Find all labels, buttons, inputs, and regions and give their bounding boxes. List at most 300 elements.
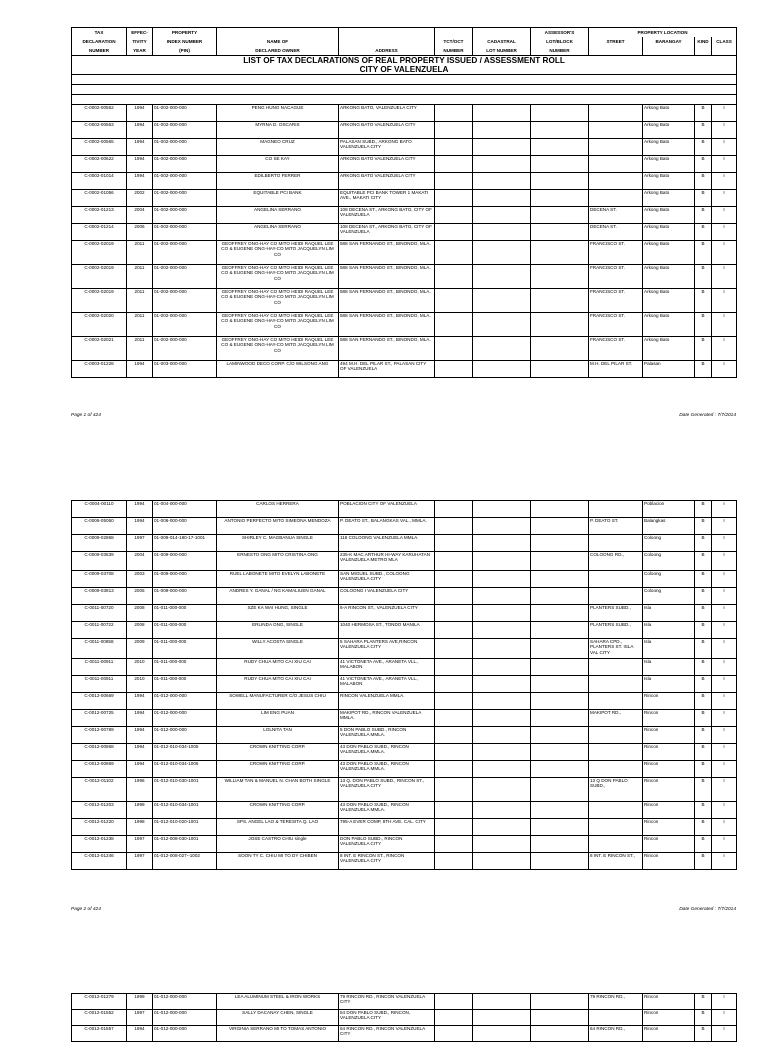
class: I — [712, 173, 737, 190]
tct-oct-number — [435, 105, 473, 122]
lot-block-number — [531, 676, 589, 693]
lot-block-number — [531, 265, 589, 289]
tct-oct-number — [435, 588, 473, 605]
class: I — [712, 836, 737, 853]
owner-address: 5 SAHARA PLANTERS AVE,RINCON VALENZUELA CITY — [339, 639, 435, 659]
tax-declaration-number: C-0002-02019 — [72, 241, 127, 265]
lot-block-number — [531, 588, 589, 605]
tax-declaration-number: C-0012-00868 — [72, 744, 127, 761]
street — [589, 819, 643, 836]
table-row — [72, 241, 737, 265]
street — [589, 659, 643, 676]
tax-declaration-number: C-0012-01557 — [72, 1026, 127, 1042]
cadastral-lot-number — [473, 727, 531, 744]
lot-block-number — [531, 659, 589, 676]
owner-address: 6-A RINCON ST., VALENZUELA CITY — [339, 605, 435, 622]
class: I — [712, 552, 737, 571]
cadastral-lot-number — [473, 605, 531, 622]
owner-address: DON PABLO SUBD., RINCON VALENZUELA CITY — [339, 836, 435, 853]
kind: B — [695, 639, 712, 659]
lot-block-number — [531, 190, 589, 207]
effectivity-year: 2011 — [127, 241, 153, 265]
effectivity-year: 1994 — [127, 139, 153, 156]
barangay: Arkong Bato — [643, 313, 695, 337]
owner-address: 795-A EVER COMP, 8TH AVE. CAL. CITY — [339, 819, 435, 836]
table-row — [72, 802, 737, 819]
class: I — [712, 313, 737, 337]
effectivity-year: 2003 — [127, 571, 153, 588]
effectivity-year: 1994 — [127, 122, 153, 139]
declared-owner: LOLNITA TAN — [217, 727, 339, 744]
barangay: Rincon — [643, 761, 695, 778]
street — [589, 139, 643, 156]
tct-oct-number — [435, 224, 473, 241]
pin: 01-002-000-000 — [153, 207, 217, 224]
cadastral-lot-number — [473, 265, 531, 289]
declared-owner: GEOFFREY ONG-HAY CO MITO HEIDI RAQUEL LEE CO & EUGENE ONG-HAY-CO MITO JACQUELYN LIM CO — [217, 337, 339, 361]
cadastral-lot-number — [473, 761, 531, 778]
cadastral-lot-number — [473, 139, 531, 156]
declared-owner: ANTONIO PERFECTO MITO SIMEONA MENDOZA — [217, 518, 339, 535]
class: I — [712, 571, 737, 588]
table-row — [72, 122, 737, 139]
class: I — [712, 693, 737, 710]
effectivity-year: 1994 — [127, 105, 153, 122]
pin: 01-002-000-000 — [153, 313, 217, 337]
tct-oct-number — [435, 289, 473, 313]
table-row — [72, 552, 737, 571]
tct-oct-number — [435, 265, 473, 289]
tax-declaration-number: C-0012-01246 — [72, 853, 127, 870]
lot-block-number — [531, 105, 589, 122]
effectivity-year: 1994 — [127, 693, 153, 710]
class: I — [712, 819, 737, 836]
street — [589, 836, 643, 853]
tct-oct-number — [435, 190, 473, 207]
lot-block-number — [531, 853, 589, 870]
declared-owner: VIRGINIA SERRANO MI TO TOMAS ANTONIO — [217, 1026, 339, 1042]
effectivity-year: 1994 — [127, 173, 153, 190]
lot-block-number — [531, 156, 589, 173]
cadastral-lot-number — [473, 105, 531, 122]
table-row — [72, 337, 737, 361]
owner-address: 54 DON PABLO SUBD., RINCON, VALENZUELA CITY — [339, 1010, 435, 1026]
cadastral-lot-number — [473, 639, 531, 659]
class: I — [712, 207, 737, 224]
cadastral-lot-number — [473, 173, 531, 190]
table-row — [72, 778, 737, 802]
class: I — [712, 659, 737, 676]
barangay: Isla — [643, 622, 695, 639]
class: I — [712, 105, 737, 122]
barangay: Arkong Bato — [643, 190, 695, 207]
pin: 01-012-000-000 — [153, 1010, 217, 1026]
owner-address: SAN MIGUEL SUBD., COLOONG VALENZUELA CITY — [339, 571, 435, 588]
effectivity-year: 2011 — [127, 337, 153, 361]
tct-oct-number — [435, 501, 473, 518]
table-row — [72, 207, 737, 224]
lot-block-number — [531, 819, 589, 836]
cadastral-lot-number — [473, 361, 531, 378]
street — [589, 122, 643, 139]
table-row — [72, 994, 737, 1010]
cadastral-lot-number — [473, 156, 531, 173]
barangay: Arkong Bato — [643, 173, 695, 190]
tax-declaration-number: C-0012-00789 — [72, 727, 127, 744]
lot-block-number — [531, 744, 589, 761]
kind: B — [695, 289, 712, 313]
owner-address: 43 DON PABLO SUBD., RINCON VALENZUELA MMLA. — [339, 802, 435, 819]
declared-owner: MYRNA D. OSCARIS — [217, 122, 339, 139]
barangay: Balangkas — [643, 518, 695, 535]
kind: B — [695, 802, 712, 819]
kind: B — [695, 659, 712, 676]
declared-owner: CO SE KAY — [217, 156, 339, 173]
cadastral-lot-number — [473, 313, 531, 337]
kind: B — [695, 265, 712, 289]
class: I — [712, 622, 737, 639]
barangay: Rincon — [643, 710, 695, 727]
effectivity-year: 2004 — [127, 207, 153, 224]
tct-oct-number — [435, 139, 473, 156]
tax-declaration-number: C-0002-02020 — [72, 313, 127, 337]
declared-owner: CARLOS HERRERA — [217, 501, 339, 518]
tct-oct-number — [435, 173, 473, 190]
kind: B — [695, 1026, 712, 1042]
effectivity-year: 1994 — [127, 1026, 153, 1042]
pin: 01-012-008-027--1002 — [153, 853, 217, 870]
effectivity-year: 2011 — [127, 289, 153, 313]
tax-declaration-number: C-0009-03708 — [72, 571, 127, 588]
kind: B — [695, 778, 712, 802]
table-row — [72, 265, 737, 289]
cadastral-lot-number — [473, 207, 531, 224]
owner-address: RINCON VALENZUELA MMLA. — [339, 693, 435, 710]
tax-declaration-number: C-0002-02019 — [72, 265, 127, 289]
effectivity-year: 1999 — [127, 802, 153, 819]
tct-oct-number — [435, 836, 473, 853]
cadastral-lot-number — [473, 1026, 531, 1042]
declared-owner: WILLY ACOSTA SINGLE — [217, 639, 339, 659]
tax-declaration-number: C-0009-02868 — [72, 535, 127, 552]
pin: 01-002-000-000 — [153, 122, 217, 139]
lot-block-number — [531, 535, 589, 552]
barangay: Isla — [643, 605, 695, 622]
street — [589, 761, 643, 778]
table-row — [72, 361, 737, 378]
street — [589, 588, 643, 605]
pin: 01-011-000-000 — [153, 622, 217, 639]
table-row — [72, 744, 737, 761]
pin: 01-011-000-000 — [153, 639, 217, 659]
owner-address: 79 RINCON RD., RINCON VALENZUELA CITY — [339, 994, 435, 1010]
owner-address: 588 SAN FERNANDO ST., BINONDO, MLA. — [339, 313, 435, 337]
pin: 01-011-000-000 — [153, 676, 217, 693]
kind: B — [695, 156, 712, 173]
table-row — [72, 853, 737, 870]
effectivity-year: 2008 — [127, 622, 153, 639]
declared-owner: LIM ENG PUAN — [217, 710, 339, 727]
tct-oct-number — [435, 778, 473, 802]
street: 8 INT. E RINCON ST., — [589, 853, 643, 870]
declared-owner: SALLY DACANAY CHEN, SINGLE — [217, 1010, 339, 1026]
table-row — [72, 224, 737, 241]
lot-block-number — [531, 518, 589, 535]
pin: 01-009-000-000 — [153, 588, 217, 605]
effectivity-year: 1996 — [127, 778, 153, 802]
declared-owner: GEOFFREY ONG-HAY CO MITO HEIDI RAQUEL LEE CO & EUGENE ONG-HAY-CO MITO JACQUELYN LIM CO — [217, 289, 339, 313]
owner-address: 588 SAN FERNANDO ST., BINONDO, MLA. — [339, 265, 435, 289]
lot-block-number — [531, 361, 589, 378]
barangay: Coloong — [643, 552, 695, 571]
street: FRANCISCO ST. — [589, 337, 643, 361]
owner-address: 41 VICTONETA AVE., ARANETA VLL., MALABON — [339, 659, 435, 676]
street: P. DEATO ST. — [589, 518, 643, 535]
lot-block-number — [531, 836, 589, 853]
street: DECENA ST. — [589, 224, 643, 241]
kind: B — [695, 571, 712, 588]
effectivity-year: 1994 — [127, 727, 153, 744]
assessment-roll-table-page-3 — [71, 993, 737, 1042]
owner-address: 1040 HERMOSA ST., TONDO MANILA — [339, 622, 435, 639]
lot-block-number — [531, 207, 589, 224]
effectivity-year: 1994 — [127, 710, 153, 727]
barangay: Coloong — [643, 571, 695, 588]
class: I — [712, 1026, 737, 1042]
barangay: Coloong — [643, 535, 695, 552]
pin: 01-012-000-000 — [153, 994, 217, 1010]
class: I — [712, 853, 737, 870]
class: I — [712, 1010, 737, 1026]
effectivity-year: 1997 — [127, 853, 153, 870]
street — [589, 156, 643, 173]
pin: 01-011-000-000 — [153, 605, 217, 622]
declared-owner: GEOFFREY ONG-HAY CO MITO HEIDI RAQUEL LEE CO & EUGENE ONG-HAY-CO MITO JACQUELYN LIM CO — [217, 313, 339, 337]
tax-declaration-number: C-0012-01238 — [72, 836, 127, 853]
street — [589, 535, 643, 552]
owner-address: PALASAN SUBD., ARKONG BATO VALENZUELA CITY — [339, 139, 435, 156]
tct-oct-number — [435, 693, 473, 710]
street: FRANCISCO ST. — [589, 265, 643, 289]
lot-block-number — [531, 139, 589, 156]
cadastral-lot-number — [473, 802, 531, 819]
tct-oct-number — [435, 605, 473, 622]
tax-declaration-number: C-0011-00911 — [72, 676, 127, 693]
class: I — [712, 535, 737, 552]
tct-oct-number — [435, 156, 473, 173]
pin: 01-002-000-000 — [153, 156, 217, 173]
pin: 01-012-000-000 — [153, 727, 217, 744]
pin: 01-002-000-000 — [153, 190, 217, 207]
tax-declaration-number: C-0011-00720 — [72, 605, 127, 622]
barangay: Rincon — [643, 1026, 695, 1042]
barangay: Rincon — [643, 836, 695, 853]
lot-block-number — [531, 605, 589, 622]
table-row — [72, 659, 737, 676]
table-row — [72, 535, 737, 552]
kind: B — [695, 1010, 712, 1026]
barangay: Rincon — [643, 819, 695, 836]
tax-declaration-number: C-0002-01014 — [72, 173, 127, 190]
tax-declaration-number: C-0012-00869 — [72, 761, 127, 778]
table-row — [72, 289, 737, 313]
barangay: Palasan — [643, 361, 695, 378]
owner-address: 116 COLOONG VALENZUELA MMLA. — [339, 535, 435, 552]
lot-block-number — [531, 241, 589, 265]
owner-address: 13 Q. DON PABLO SUBD., RINCON ST., VALENZUELA CITY — [339, 778, 435, 802]
date-generated: Date Generated : 7/7/2014 — [679, 907, 736, 912]
table-row — [72, 518, 737, 535]
cadastral-lot-number — [473, 693, 531, 710]
kind: B — [695, 501, 712, 518]
table-row — [72, 1026, 737, 1042]
class: I — [712, 710, 737, 727]
declared-owner: SZE KA WAI HUNG, SINGLE — [217, 605, 339, 622]
kind: B — [695, 139, 712, 156]
declared-owner: ANDRES Y. GANAL / NG KAMALIUEN GANAL — [217, 588, 339, 605]
table-row — [72, 676, 737, 693]
street — [589, 501, 643, 518]
pin: 01-002-000-000 — [153, 265, 217, 289]
tax-declaration-number: C-0002-00565 — [72, 139, 127, 156]
declared-owner: CROWN KNITTING CORP. — [217, 761, 339, 778]
table-row — [72, 588, 737, 605]
declared-owner: WILLIAM TAN & MANUEL N. CHAN BOTH SINGLE — [217, 778, 339, 802]
class: I — [712, 761, 737, 778]
declared-owner: RUDY CHUA MITO CAI XIU CAI — [217, 676, 339, 693]
document-subtitle: CITY OF VALENZUELA — [72, 65, 737, 75]
table-row — [72, 761, 737, 778]
tct-oct-number — [435, 313, 473, 337]
declared-owner: ANGELINA SERRANO — [217, 224, 339, 241]
cadastral-lot-number — [473, 1010, 531, 1026]
tct-oct-number — [435, 761, 473, 778]
pin: 01-012-010-034-1005 — [153, 744, 217, 761]
tax-declaration-number: C-0012-01279 — [72, 994, 127, 1010]
street — [589, 105, 643, 122]
tct-oct-number — [435, 552, 473, 571]
owner-address: 235-K MAC ARTHUR HI-WAY KARUHATAN VALENZUELA METRO MLA — [339, 552, 435, 571]
table-row — [72, 622, 737, 639]
tax-declaration-number: C-0009-03539 — [72, 552, 127, 571]
effectivity-year: 2011 — [127, 313, 153, 337]
table-row — [72, 639, 737, 659]
barangay: Poblacion — [643, 501, 695, 518]
lot-block-number — [531, 313, 589, 337]
cadastral-lot-number — [473, 518, 531, 535]
pin: 01-012-000-000 — [153, 710, 217, 727]
lot-block-number — [531, 552, 589, 571]
document-title: LIST OF TAX DECLARATIONS OF REAL PROPERTY ISSUED / ASSESSMENT ROLL — [72, 56, 737, 66]
barangay: Arkong Bato — [643, 224, 695, 241]
declared-owner: JOSE CASTRO CHIU single — [217, 836, 339, 853]
table-row — [72, 571, 737, 588]
tax-declaration-number: C-0009-03813 — [72, 588, 127, 605]
tax-declaration-number: C-0011-00858 — [72, 639, 127, 659]
owner-address: 108 DECENA ST., ARKONG BATO, CITY OF VALENZUELA — [339, 224, 435, 241]
street: FRANCISCO ST. — [589, 241, 643, 265]
owner-address: P. DEATO ST., BALANGKAS VAL., MMLA. — [339, 518, 435, 535]
effectivity-year: 2005 — [127, 588, 153, 605]
declared-owner: EQUITABLE PCI BANK — [217, 190, 339, 207]
lot-block-number — [531, 337, 589, 361]
declared-owner: SPS. ANGEL LAO & TERESITA Q. LAO — [217, 819, 339, 836]
barangay: Arkong Bato — [643, 289, 695, 313]
kind: B — [695, 710, 712, 727]
effectivity-year: 1994 — [127, 518, 153, 535]
effectivity-year: 2008 — [127, 605, 153, 622]
owner-address: 588 SAN FERNANDO ST., BINONDO, MLA. — [339, 241, 435, 265]
table-row — [72, 693, 737, 710]
header-row-3: NUMBER YEAR (PIN) DECLARED OWNER ADDRESS NUMBER LOT NUMBER NUMBER — [72, 46, 737, 56]
effectivity-year: 1994 — [127, 761, 153, 778]
lot-block-number — [531, 224, 589, 241]
tct-oct-number — [435, 518, 473, 535]
class: I — [712, 994, 737, 1010]
roll-page-3 — [71, 993, 736, 1042]
owner-address: EQUITABLE PCI BANK TOWER 1 MAKATI AVE., MAKATI CITY — [339, 190, 435, 207]
street — [589, 190, 643, 207]
cadastral-lot-number — [473, 853, 531, 870]
street — [589, 571, 643, 588]
tax-declaration-number: C-0003-01228 — [72, 361, 127, 378]
pin: 01-002-000-000 — [153, 224, 217, 241]
owner-address: MAKIPOT RD., RINCON VALENZUELA MMLA. — [339, 710, 435, 727]
tct-oct-number — [435, 727, 473, 744]
barangay: Rincon — [643, 1010, 695, 1026]
barangay: Arkong Bato — [643, 337, 695, 361]
class: I — [712, 727, 737, 744]
cadastral-lot-number — [473, 190, 531, 207]
street: 13 Q DON PABLO SUBD., — [589, 778, 643, 802]
declared-owner: RUEL LABONETE MITO EVELYN LABONETE — [217, 571, 339, 588]
owner-address: ARKONG BATO VALENZUELA CITY — [339, 173, 435, 190]
tax-declaration-number: C-0002-00562 — [72, 105, 127, 122]
kind: B — [695, 605, 712, 622]
kind: B — [695, 693, 712, 710]
pin: 01-011-000-000 — [153, 659, 217, 676]
class: I — [712, 265, 737, 289]
kind: B — [695, 552, 712, 571]
declared-owner: LAMINWOOD DECO CORP. C/O WILSONG ANG — [217, 361, 339, 378]
tax-declaration-number: C-0012-00725 — [72, 710, 127, 727]
owner-address: 108 DECENA ST., ARKONG BATO, CITY OF VALENZUELA — [339, 207, 435, 224]
tax-declaration-number: C-0012-01220 — [72, 819, 127, 836]
kind: B — [695, 744, 712, 761]
effectivity-year: 1997 — [127, 535, 153, 552]
street: DECENA ST. — [589, 207, 643, 224]
effectivity-year: 1994 — [127, 744, 153, 761]
barangay: Rincon — [643, 853, 695, 870]
street: PLANTERS SUBD., — [589, 622, 643, 639]
kind: B — [695, 105, 712, 122]
kind: B — [695, 819, 712, 836]
declared-owner: PENG HUNG NACAGUE — [217, 105, 339, 122]
table-row — [72, 190, 737, 207]
barangay: Rincon — [643, 693, 695, 710]
tax-declaration-number: C-0002-01056 — [72, 190, 127, 207]
barangay: Rincon — [643, 727, 695, 744]
table-row — [72, 836, 737, 853]
page-number: Page 2 of 424 — [71, 907, 101, 912]
kind: B — [695, 535, 712, 552]
effectivity-year: 2002 — [127, 190, 153, 207]
cadastral-lot-number — [473, 622, 531, 639]
owner-address: ARKONG BATO VALENZUELA CITY — [339, 156, 435, 173]
street: 64 RINCON RD., — [589, 1026, 643, 1042]
class: I — [712, 241, 737, 265]
street — [589, 1010, 643, 1026]
